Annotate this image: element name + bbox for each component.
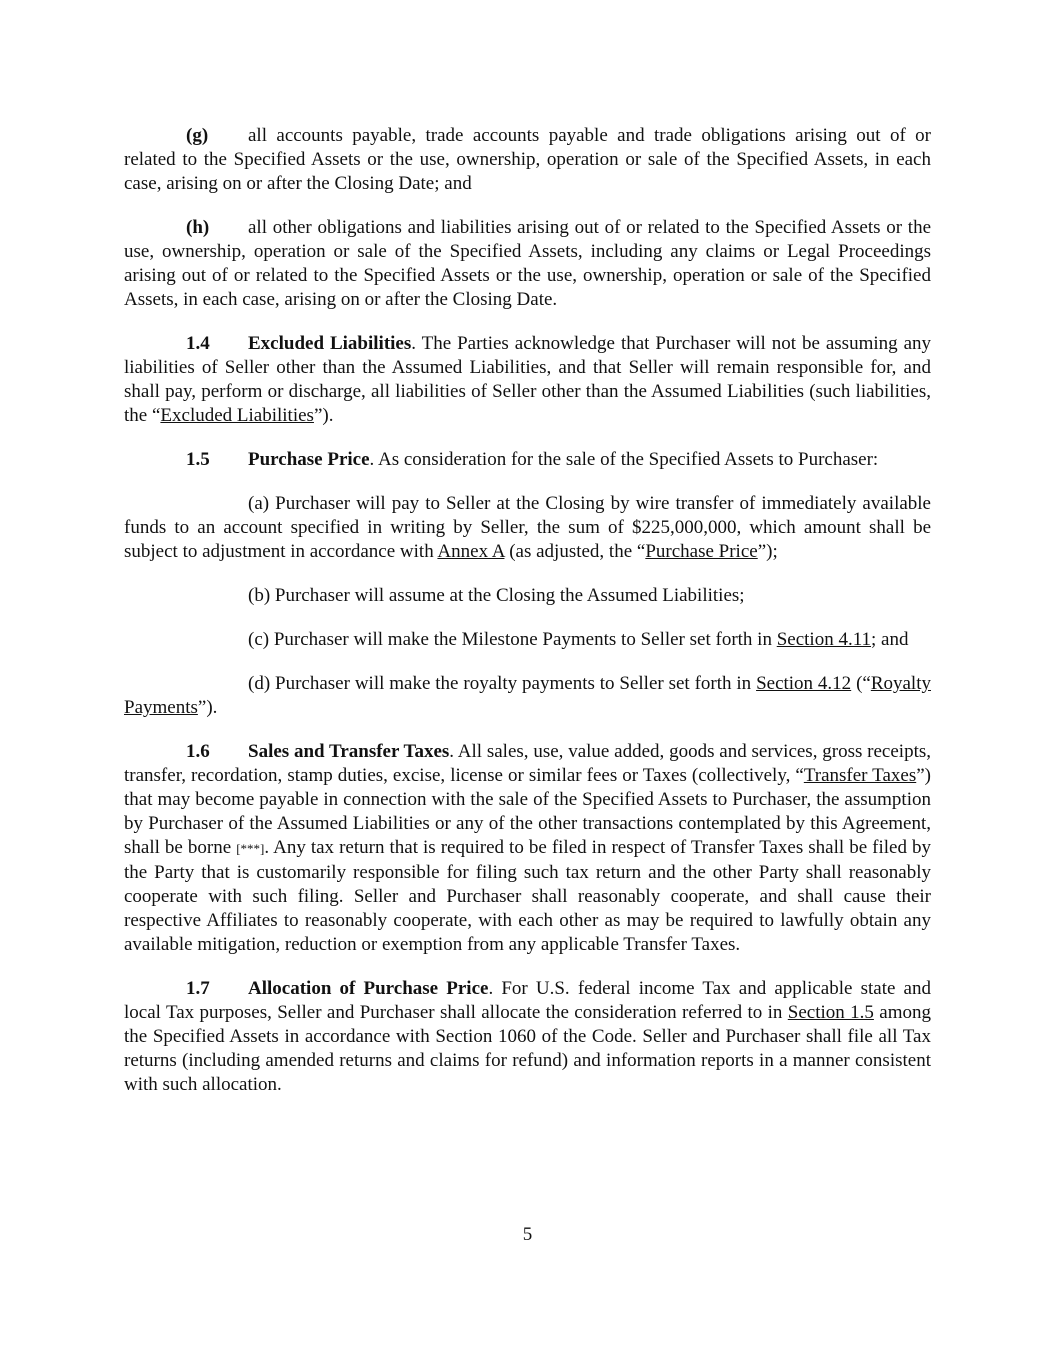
section-1-6-text: . All sales, use, value added, goods and services, gross receipts, transfer, recordation, stamp duties, excise, license or similar fees or Taxes (collectively, “ [124,741,931,786]
clause-g-text: all accounts payable, trade accounts payable and trade obligations arising out of or related to the Specified Assets or the use, ownership, operation or sale of the Specified Assets, in each case, arising on or after the Closing Date; and [124,125,931,194]
section-1-6-number: 1.6 [186,741,210,762]
clause-h-text: all other obligations and liabilities arising out of or related to the Specified Assets or the use, ownership, operation or sale of the Specified Assets, including any claims or Legal Proceedings arising out of or related to the Specified Assets or the use, ownership, operation or sale of the Specified Assets, in each case, arising on or after the Closing Date. [124,217,931,310]
section-1-5 [124,448,931,472]
section-1-6 [124,740,931,957]
clause-h-number: (h) [186,217,210,238]
defined-term-transfer-taxes: Transfer Taxes [803,765,917,786]
defined-term-purchase-price: Purchase Price [645,541,758,562]
clause-g [124,124,931,196]
section-1-5-d-text: (d) Purchaser will make the royalty payments to Seller set forth in [248,673,757,694]
page-number: 5 [522,1224,533,1245]
clause-g-number: (g) [186,125,209,146]
section-1-4-heading: Excluded Liabilities [248,333,412,354]
document-page [124,124,931,1117]
defined-term-excluded-liabilities: Excluded Liabilities [160,405,314,426]
section-1-5-a [124,492,931,564]
section-1-5-reference: Section 1.5 [787,1002,874,1023]
section-1-4 [124,332,931,428]
section-1-7-heading: Allocation of Purchase Price [248,978,489,999]
section-1-5-a-text: (a) Purchaser will pay to Seller at the Closing by wire transfer of immediately available funds to an account specified in writing by Seller, the sum of $225,000,000, which amount shall be subject to adjustment in accordance with [124,493,931,562]
section-4-11-reference: Section 4.11 [776,629,872,650]
section-1-6-text-mid: ”) that may become payable in connection with the sale of the Specified Assets to Purchaser, the assumption by Purchaser of the Assumed Liabilities or any of the other transactions contemplated by this Agreement, shall be borne [124,765,931,858]
section-1-4-text: . The Parties acknowledge that Purchaser will not be assuming any liabilities of Seller other than the Assumed Liabilities, and that Seller will remain responsible for, and shall pay, perform or discharge, all liabilities of Seller other than the Assumed Liabilities (such liabilities, the “ [124,333,932,426]
section-1-7-text: . For U.S. federal income Tax and applicable state and local Tax purposes, Seller and Purchaser shall allocate the consideration referred to in [124,978,931,1023]
section-1-5-c [124,628,931,652]
section-1-5-a-text-end: ”); [757,541,778,562]
section-1-5-d [124,672,931,720]
section-1-7-number: 1.7 [186,978,210,999]
section-1-5-d-text-mid: (“ [851,673,871,694]
section-1-5-b [124,584,931,608]
section-1-6-heading: Sales and Transfer Taxes [248,741,450,762]
section-1-7 [124,977,931,1097]
section-1-5-number: 1.5 [186,449,210,470]
section-1-4-text-end: ”). [313,405,334,426]
section-1-7-text-end: among the Specified Assets in accordance with Section 1060 of the Code. Seller and Purchaser shall file all Tax returns (including amended returns and claims for refund) and information reports in a manner consistent with such allocation. [124,1002,931,1095]
section-1-5-c-text: (c) Purchaser will make the Milestone Payments to Seller set forth in [248,629,777,650]
redaction-marker: [***] [236,841,265,856]
section-1-5-heading: Purchase Price [248,449,370,470]
section-1-5-b-text: (b) Purchaser will assume at the Closing the Assumed Liabilities; [248,585,745,606]
section-1-5-c-text-end: ; and [871,629,909,650]
section-1-5-d-text-end: ”). [197,697,218,718]
annex-a-reference: Annex A [437,541,505,562]
section-1-5-a-text-mid: (as adjusted, the “ [504,541,646,562]
clause-h [124,216,931,312]
section-1-6-text-end: . Any tax return that is required to be filed in respect of Transfer Taxes shall be filed by the Party that is customarily responsible for filing such tax return and the other Party shall reasonably cooperate with such filing. Seller and Purchaser shall reasonably cooperate, and shall cause their respective Affiliates to reasonably cooperate, with each other as may be required to lawfully obtain any available mitigation, reduction or exemption from any applicable Transfer Taxes. [124,837,932,955]
section-1-4-number: 1.4 [186,333,210,354]
section-1-5-text: . As consideration for the sale of the Specified Assets to Purchaser: [369,449,879,470]
section-4-12-reference: Section 4.12 [756,673,852,694]
defined-term-royalty-payments: Royalty Payments [124,673,931,718]
